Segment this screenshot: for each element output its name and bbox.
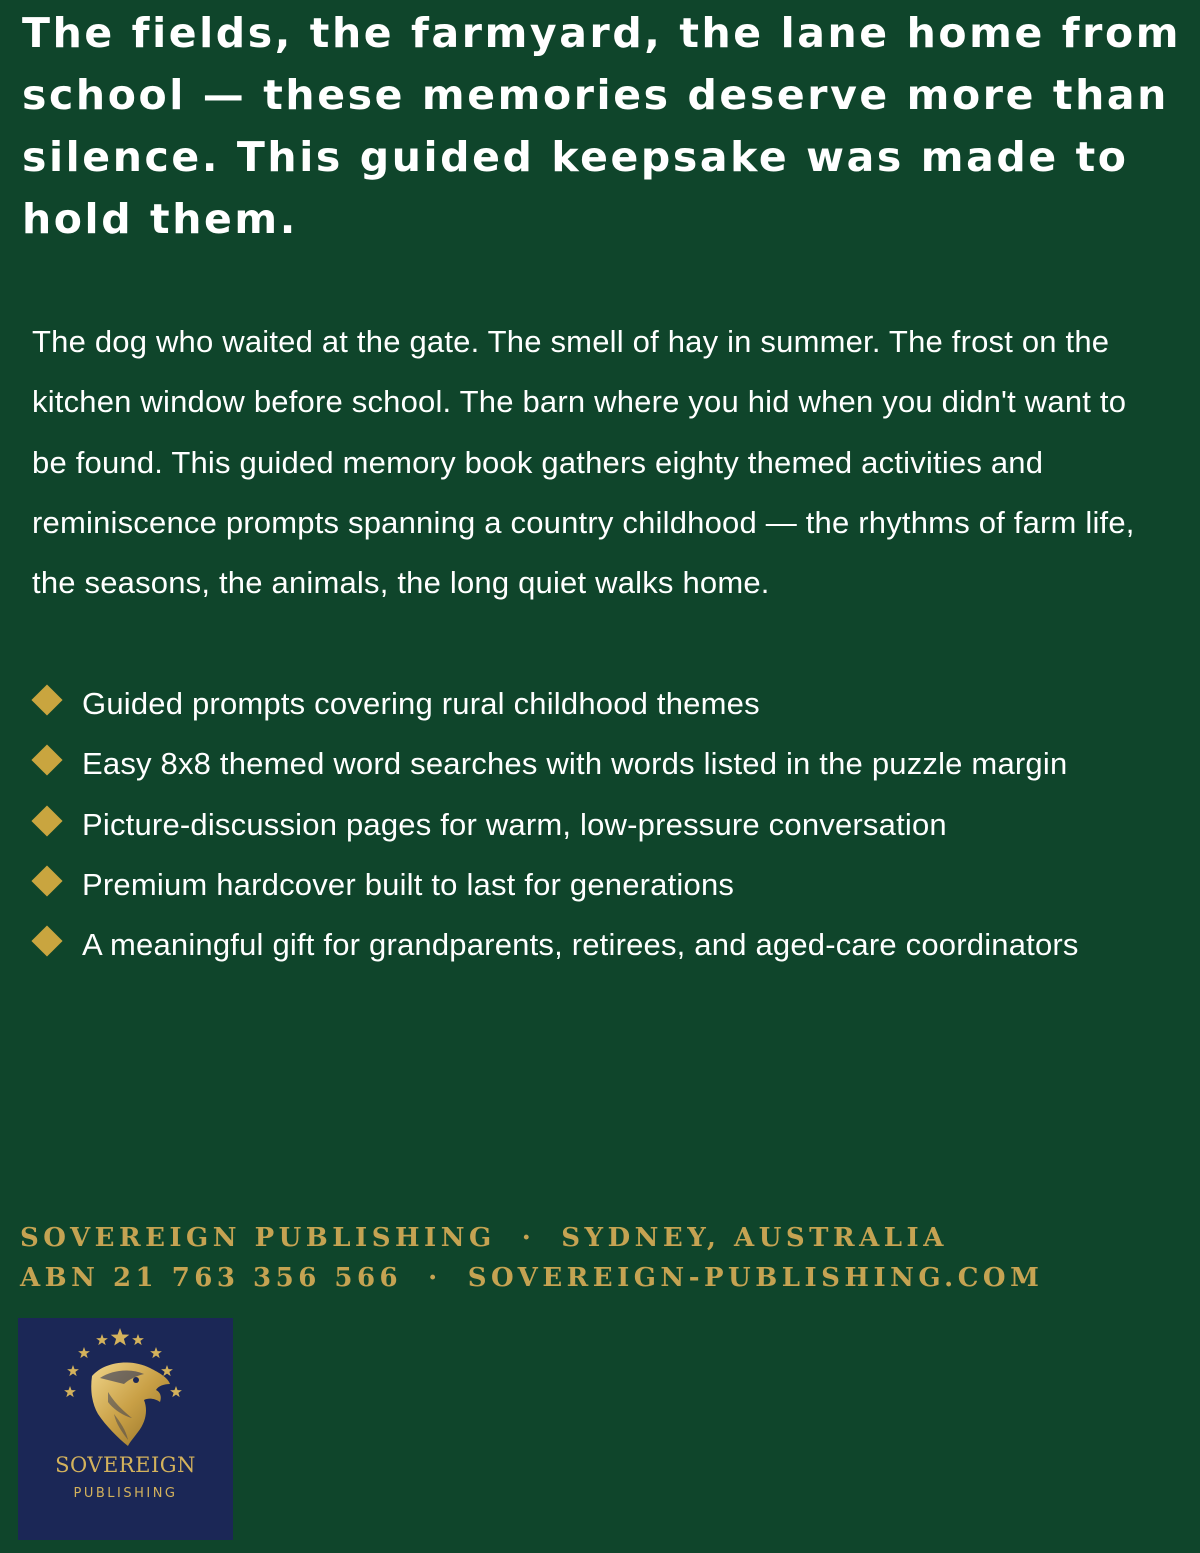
feature-item [32,734,1152,794]
logo-name: SOVEREIGN [55,1453,196,1477]
eagle-crest-icon [18,1318,233,1540]
publisher-name: SOVEREIGN PUBLISHING [20,1223,496,1253]
feature-list [32,674,1152,975]
feature-item [32,674,1152,734]
feature-text: Picture-discussion pages for warm, low-pressure conversation [82,806,947,842]
feature-text: A meaningful gift for grandparents, retirees, and aged-care coordinators [82,927,1079,963]
diamond-bullet-icon [31,865,62,896]
separator-dot: · [521,1223,536,1253]
publisher-abn: ABN 21 763 356 566 [20,1263,403,1293]
diamond-bullet-icon [31,684,62,715]
feature-text: Guided prompts covering rural childhood themes [82,686,760,721]
publisher-logo [18,1318,233,1540]
eagle-head [91,1362,170,1446]
feature-text: Easy 8x8 themed word searches with words listed in the puzzle margin [82,746,1068,782]
diamond-bullet-icon [31,926,62,957]
headline: The fields, the farmyard, the lane home from school — these memories deserve more than silence. This guided keepsake was made to hold them. [22,9,1182,243]
diamond-bullet-icon [31,805,62,836]
separator-dot: · [428,1263,442,1293]
feature-text: Premium hardcover built to last for generations [82,866,735,902]
feature-item [32,915,1152,975]
publisher-info [20,1218,1180,1298]
diamond-bullet-icon [31,745,62,776]
publisher-location: SYDNEY, AUSTRALIA [561,1223,948,1253]
description-paragraph: The dog who waited at the gate. The smell of hay in summer. The frost on the kitchen window before school. The barn where you hid when you didn't want to be found. This guided memory book gathers eighty themed activities and reminiscence prompts spanning a country childhood — the rhythms of farm life, the seasons, the animals, the long quiet walks home. [32,324,1135,601]
feature-item [32,855,1152,915]
publisher-website: SOVEREIGN-PUBLISHING.COM [467,1263,1044,1293]
publisher-line-2 [20,1258,1180,1298]
publisher-line-1 [20,1218,1180,1258]
feature-item [32,795,1152,855]
logo-sub: PUBLISHING [73,1486,178,1501]
